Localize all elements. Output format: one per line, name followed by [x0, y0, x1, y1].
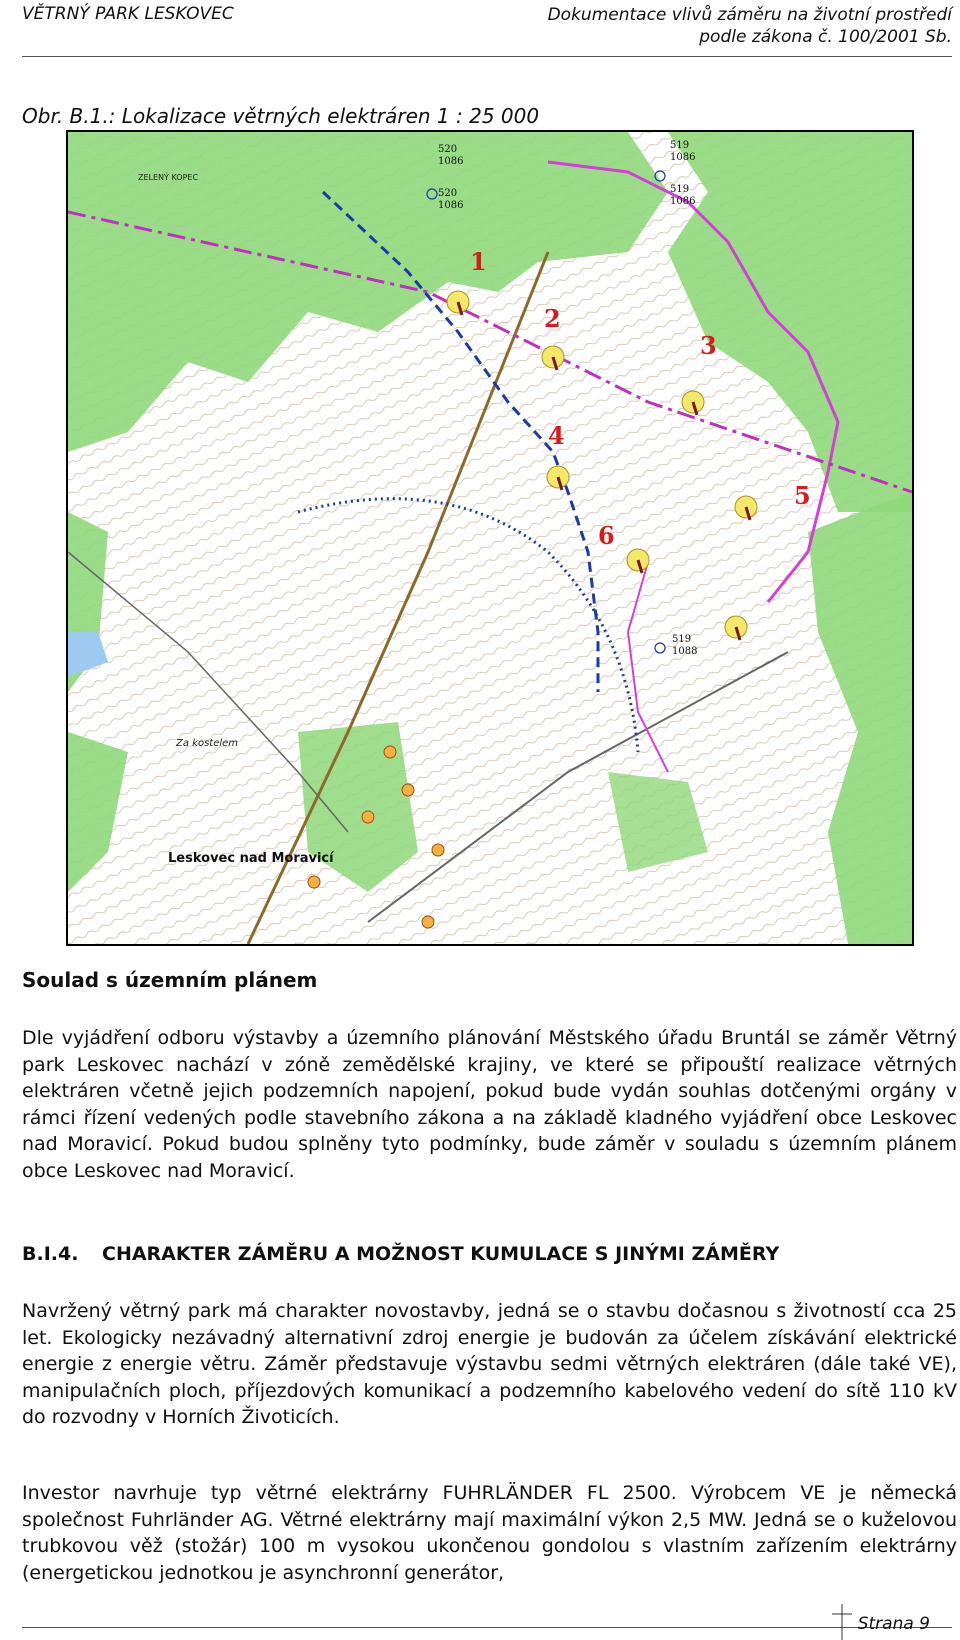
wind-symbol-icon	[402, 784, 414, 796]
paragraph-charakter-1: Navržený větrný park má charakter novostavby, jedná se o stavbu dočasnou s životností cca 25 let. Ekologicky nezávadný alternativní zdroj energie je budován za účelem získávání elektrické energie z energie větru. Záměr představuje výstavbu sedmi větrných elektráren (dále také VE), manipulačních ploch, příjezdových komunikací a podzemního kabelového vedení do sítě 110 kV do rozvodny v Horních Životicích.	[22, 1300, 957, 1428]
figure-caption: Obr. B.1.: Lokalizace větrných elektráren 1 : 25 000	[22, 104, 540, 128]
place-label-za-kostelem: Za kostelem	[176, 738, 239, 749]
paragraph-charakter-2: Investor navrhuje typ větrné elektrárny FUHRLÄNDER FL 2500. Výrobcem VE je německá společnost Fuhrländer AG. Větrné elektrárny mají maximální výkon 2,5 MW. Jedná se o kuželovou trubkovou věž (stožár) 100 m vysokou ukončenou gondolou s vlastním zařízením elektrárny (energetickou jednotkou je asynchronní generátor,	[22, 1482, 957, 1584]
paragraph-uzemni-plan: Dle vyjádření odboru výstavby a územního plánování Městského úřadu Bruntál se záměr Větrný park Leskovec nachází v zóně zemědělské krajiny, ve které se připouští realizace větrných elektráren včetně jejich podzemních napojení, pokud bude vydán souhlas dotčenými orgány v rámci řízení vedených podle stavebního zákona a na základě kladného vyjádření obce Leskovec nad Moravicí. Pokud budou splněny tyto podmínky, bude záměr v souladu s územním plánem obce Leskovec nad Moravicí.	[22, 1027, 957, 1182]
page-number: Strana 9	[857, 1614, 930, 1634]
wind-symbol-icon	[308, 876, 320, 888]
turbine-label-3: 3	[700, 331, 717, 360]
section-number: B.I.4.	[22, 1243, 79, 1265]
grid-label: 519	[670, 184, 690, 195]
wind-symbol-icon	[422, 916, 434, 928]
location-map	[66, 130, 914, 946]
wind-symbol-icon	[432, 844, 444, 856]
section-heading-uzemni-plan: Soulad s územním plánem	[22, 968, 318, 992]
grid-label: 1086	[670, 196, 696, 207]
footer-divider	[22, 1627, 952, 1628]
grid-label: 1088	[672, 646, 698, 657]
grid-label: 1086	[670, 152, 696, 163]
header-divider	[22, 56, 952, 57]
grid-label: 519	[672, 634, 692, 645]
section-heading-charakter	[22, 1243, 779, 1265]
town-label: Leskovec nad Moravicí	[168, 851, 334, 866]
header-law-reference: podle zákona č. 100/2001 Sb.	[699, 27, 952, 47]
grid-label: 520	[438, 188, 458, 199]
grid-label: 519	[670, 140, 690, 151]
grid-label: 1086	[438, 200, 464, 211]
turbine-label-4: 4	[548, 421, 565, 450]
turbine-label-2: 2	[544, 304, 561, 333]
header-doc-title: Dokumentace vlivů záměru na životní prostředí	[547, 5, 952, 25]
turbine-label-1: 1	[470, 247, 487, 276]
grid-label: 1086	[438, 156, 464, 167]
footer-marker-icon	[828, 1600, 856, 1640]
grid-label: 520	[438, 144, 458, 155]
wind-symbol-icon	[384, 746, 396, 758]
turbine-label-6: 6	[598, 521, 615, 550]
header-document-info	[548, 4, 952, 48]
place-label-zeleny-kopec: ZELENÝ KOPEC	[138, 173, 199, 182]
header-title: VĚTRNÝ PARK LESKOVEC	[22, 4, 234, 24]
turbine-label-5: 5	[794, 481, 811, 510]
wind-symbol-icon	[362, 811, 374, 823]
section-title: CHARAKTER ZÁMĚRU A MOŽNOST KUMULACE S JINÝMI ZÁMĚRY	[102, 1243, 780, 1265]
map-svg	[68, 132, 912, 944]
